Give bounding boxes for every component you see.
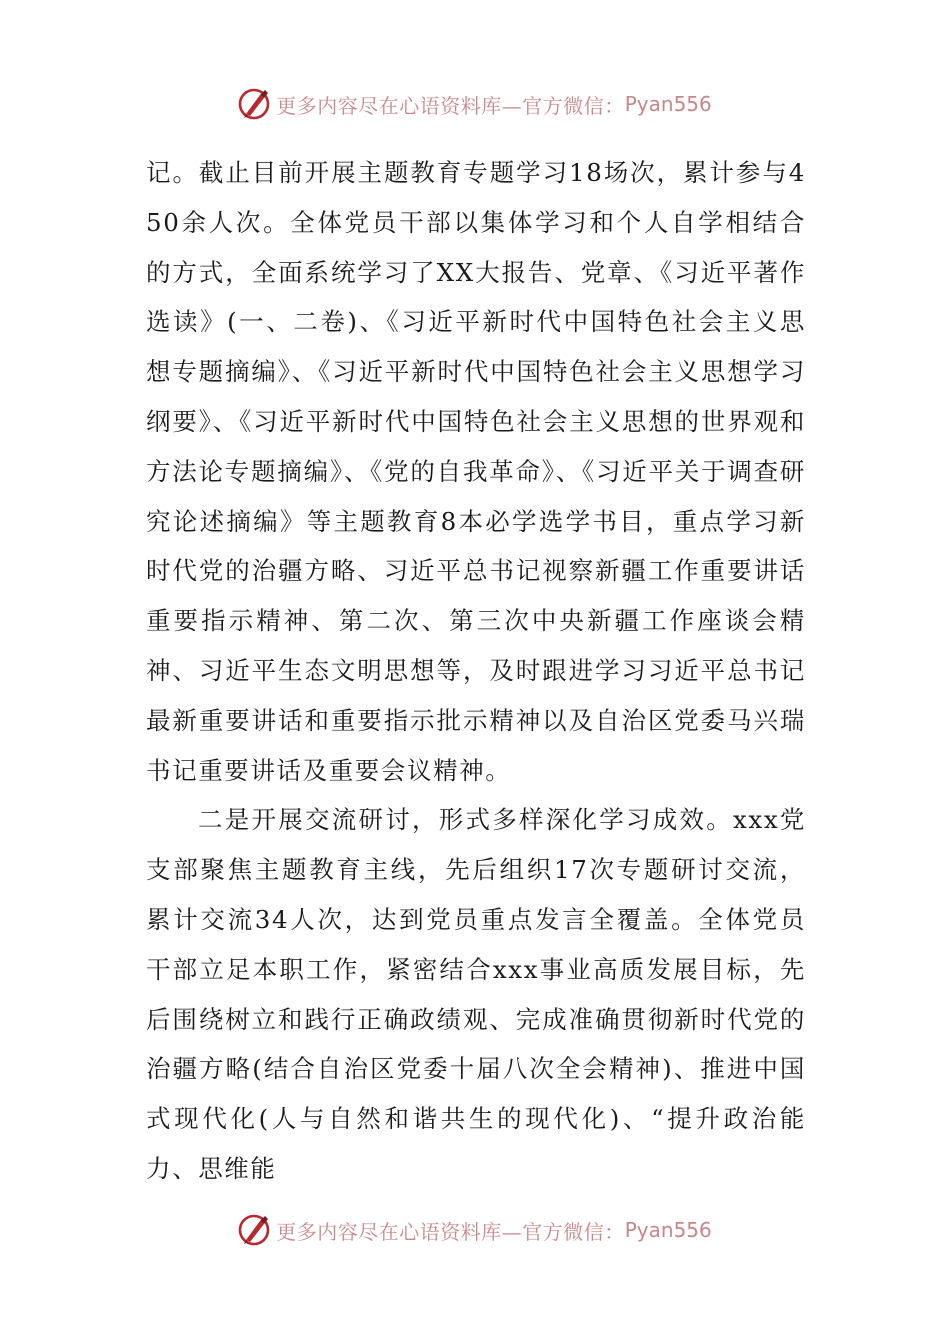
paragraph-1: 记。截止目前开展主题教育专题学习18场次，累计参与450余人次。全体党员干部以集体学习和个人自学相结合的方式，全面系统学习了XX大报告、党章、《习近平著作选读》(一、二卷)、《习近平新时代中国特色社会主义思想专题摘编》、《习近平新时代中国特色社会主义思想学习纲要》、《习近平新时代中国特色社会主义思想的世界观和方法论专题摘编》、《党的自我革命》、《习近平关于调查研究论述摘编》等主题教育8本必学选学书目，重点学习新时代党的治疆方略、习近平总书记视察新疆工作重要讲话重要指示精神、第二次、第三次中央新疆工作座谈会精神、习近平生态文明思想等，及时跟进学习习近平总书记最新重要讲话和重要指示批示精神以及自治区党委马兴瑞书记重要讲话及重要会议精神。 — [146, 158, 806, 785]
watermark-text: 更多内容尽在心语资料库—官方微信： — [276, 93, 625, 118]
document-body — [146, 148, 806, 1194]
watermark-header — [0, 84, 950, 124]
watermark-footer — [0, 1210, 950, 1250]
watermark-text: 更多内容尽在心语资料库—官方微信： — [276, 1219, 625, 1244]
paragraph-2: 二是开展交流研讨，形式多样深化学习成效。xxx党支部聚焦主题教育主线，先后组织17次专题研讨交流，累计交流34人次，达到党员重点发言全覆盖。全体党员干部立足本职工作，紧密结合xxx事业高质发展目标，先后围绕树立和践行正确政绩观、完成准确贯彻新时代党的治疆方略(结合自治区党委十届八次全会精神)、推进中国式现代化(人与自然和谐共生的现代化)、“提升政治能力、思维能 — [146, 805, 806, 1183]
watermark-handle: Pyan556 — [624, 92, 712, 116]
pen-nib-logo-icon — [238, 87, 272, 121]
pen-nib-logo-icon — [238, 1213, 272, 1247]
watermark-handle: Pyan556 — [624, 1218, 712, 1242]
